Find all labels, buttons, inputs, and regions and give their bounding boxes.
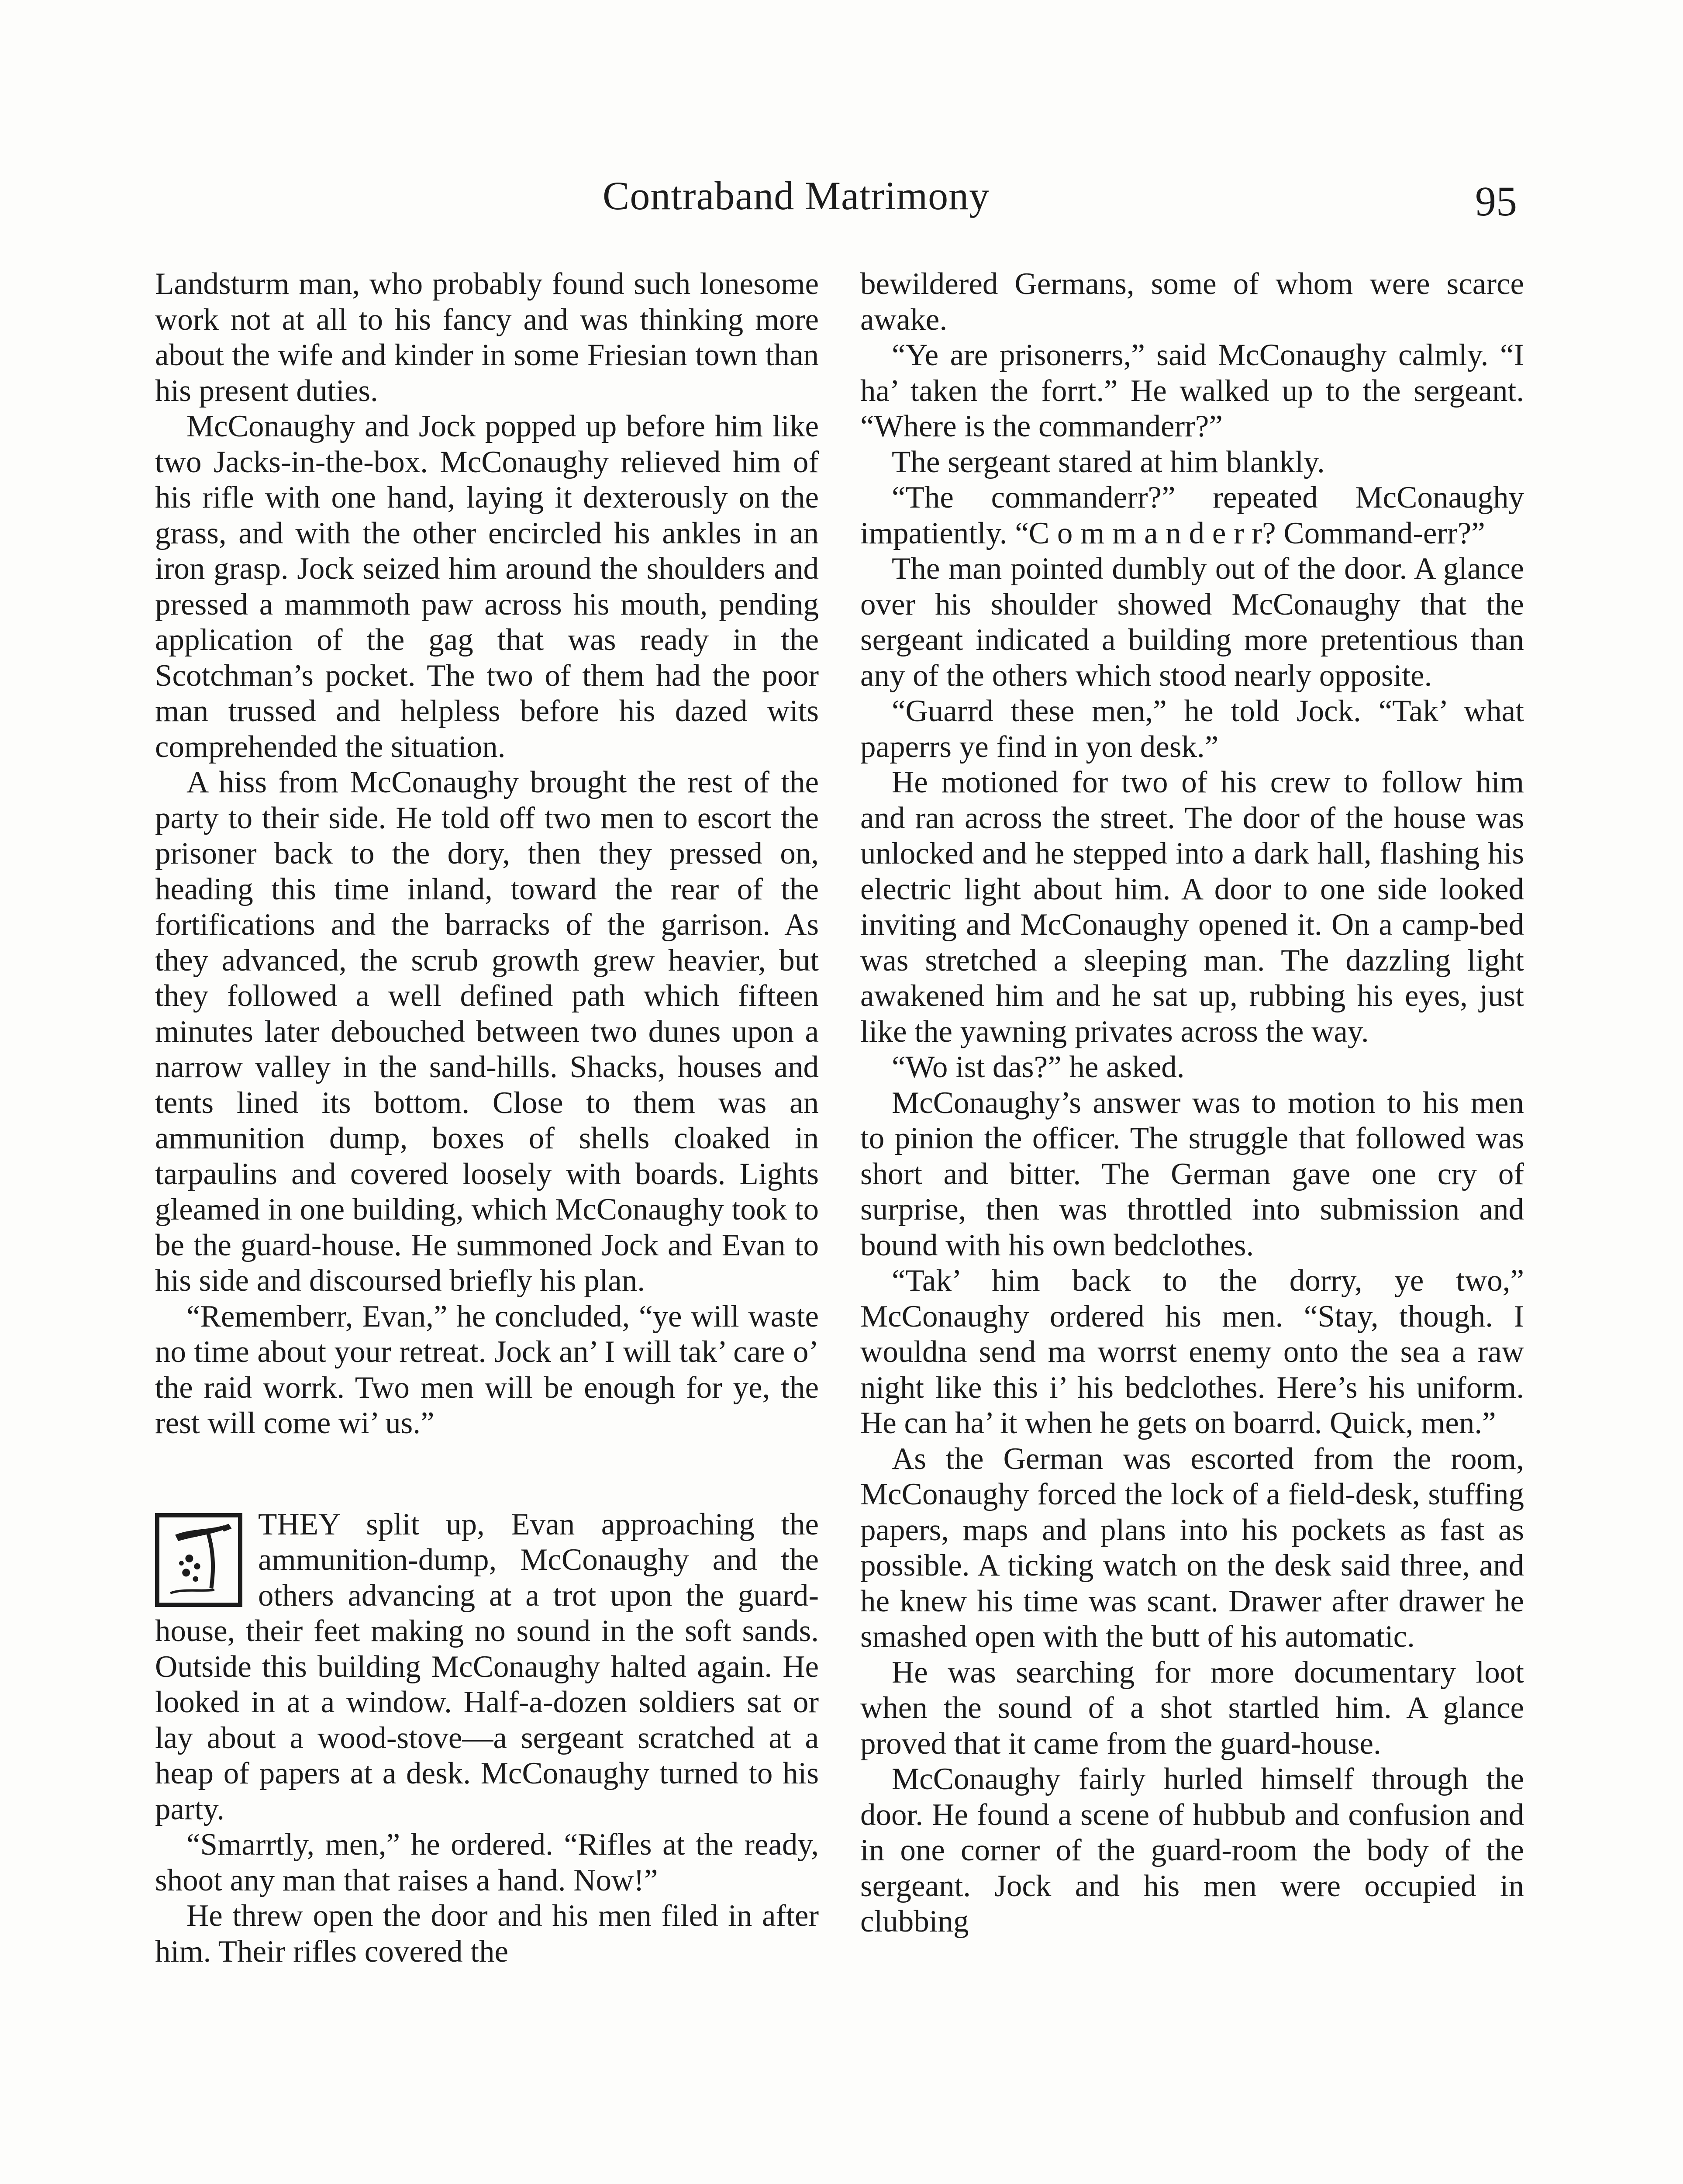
paragraph: “Tak’ him back to the dorry, ye two,” McConaughy ordered his men. “Stay, though. I wouldna send ma worrst enemy onto the sea a raw night like this i’ his bedclothes. Here’s his uniform. He can ha’ it when he gets on boarrd. Quick, men.” [860,1264,1524,1440]
paragraph: A hiss from McConaughy brought the rest of the party to their side. He told off two men to escort the prisoner back to the dory, then they pressed on, heading this time inland, toward the rear of the fortifications and the barracks of the garrison. As they advanced, the scrub growth grew heavier, but they followed a well defined path which fifteen minutes later debouched between two dunes upon a narrow valley in the sand-hills. Shacks, houses and tents lined its bottom. Close to them was an ammunition dump, boxes of shells cloaked in tarpaulins and covered loosely with boards. Lights gleamed in one building, which McConaughy took to be the guard-house. He summoned Jock and Evan to his side and discoursed briefly his plan. [155,765,819,1298]
paragraph: The man pointed dumbly out of the door. A glance over his shoulder showed McConaughy that the sergeant indicated a building more pretentious than any of the others which stood nearly opposite. [860,552,1524,693]
paragraph: “Guarrd these men,” he told Jock. “Tak’ what paperrs ye find in yon desk.” [860,694,1524,764]
paragraph-continued: bewildered Germans, some of whom were scarce awake. [860,267,1524,337]
paragraph: “Ye are prisonerrs,” said McConaughy calmly. “I ha’ taken the forrt.” He walked up to the sergeant. “Where is the commanderr?” [860,338,1524,443]
paragraph: “Wo ist das?” he asked. [892,1050,1185,1084]
left-column [155,266,819,1970]
paragraph: He motioned for two of his crew to follow him and ran across the street. The door of the house was unlocked and he stepped into a dark hall, flashing his electric light about him. A door to one side looked inviting and McConaughy opened it. On a camp-bed was stretched a sleeping man. The dazzling light awakened him and he sat up, rubbing his eyes, just like the yawning privates across the way. [860,765,1524,1049]
page-number: 95 [1475,178,1517,225]
paragraph: “The commanderr?” repeated McConaughy impatiently. “C o m m a n d e r r? Command-err?” [860,480,1524,550]
paragraph: McConaughy’s answer was to motion to his men to pinion the officer. The struggle that followed was short and bitter. The German gave one cry of surprise, then was throttled into submission and bound with his own bedclothes. [860,1085,1524,1262]
paragraph: Landsturm man, who probably found such lonesome work not at all to his fancy and was thinking more about the wife and kinder in some Friesian town than his present duties. [155,267,819,408]
paragraph: McConaughy and Jock popped up before him like two Jacks-in-the-box. McConaughy relieved him of his rifle with one hand, laying it dexterously on the grass, and with the other encircled his ankles in an iron grasp. Jock seized him around the shoulders and pressed a mammoth paw across his mouth, pending application of the gag that was ready in the Scotchman’s pocket. The two of them had the poor man trussed and helpless before his dazed wits comprehended the situation. [155,409,819,764]
paragraph: He threw open the door and his men filed in after him. Their rifles covered the [155,1899,819,1969]
running-title: Contraband Matrimony [603,173,990,218]
right-column [860,266,1524,1940]
paragraph: “Smarrtly, men,” he ordered. “Rifles at the ready, shoot any man that raises a hand. Now!” [155,1828,819,1897]
paragraph: McConaughy fairly hurled himself through the door. He found a scene of hubbub and confusion and in one corner of the guard-room the body of the sergeant. Jock and his men were occupied in clubbing [860,1762,1524,1939]
decorative-initial-icon [155,1513,242,1607]
dropcap-paragraph: THEY split up, Evan approaching the ammunition-dump, McConaughy and the others advancing at a trot upon the guard-house, their feet making no sound in the soft sands. Outside this building McConaughy halted again. He looked in at a window. Half-a-dozen soldiers sat or lay about a wood-stove—a sergeant scratched at a heap of papers at a desk. McConaughy turned to his party. [155,1507,819,1826]
paragraph: He was searching for more documentary loot when the sound of a shot startled him. A glance proved that it came from the guard-house. [860,1655,1524,1761]
paragraph: “Rememberr, Evan,” he concluded, “ye will waste no time about your retreat. Jock an’ I will tak’ care o’ the raid worrk. Two men will be enough for ye, the rest will come wi’ us.” [155,1299,819,1440]
section-break [155,1441,819,1507]
paragraph: The sergeant stared at him blankly. [892,445,1325,479]
paragraph: As the German was escorted from the room, McConaughy forced the lock of a field-desk, stuffing papers, maps and plans into his pockets as fast as possible. A ticking watch on the desk said three, and he knew his time was scant. Drawer after drawer he smashed open with the butt of his automatic. [860,1441,1524,1654]
